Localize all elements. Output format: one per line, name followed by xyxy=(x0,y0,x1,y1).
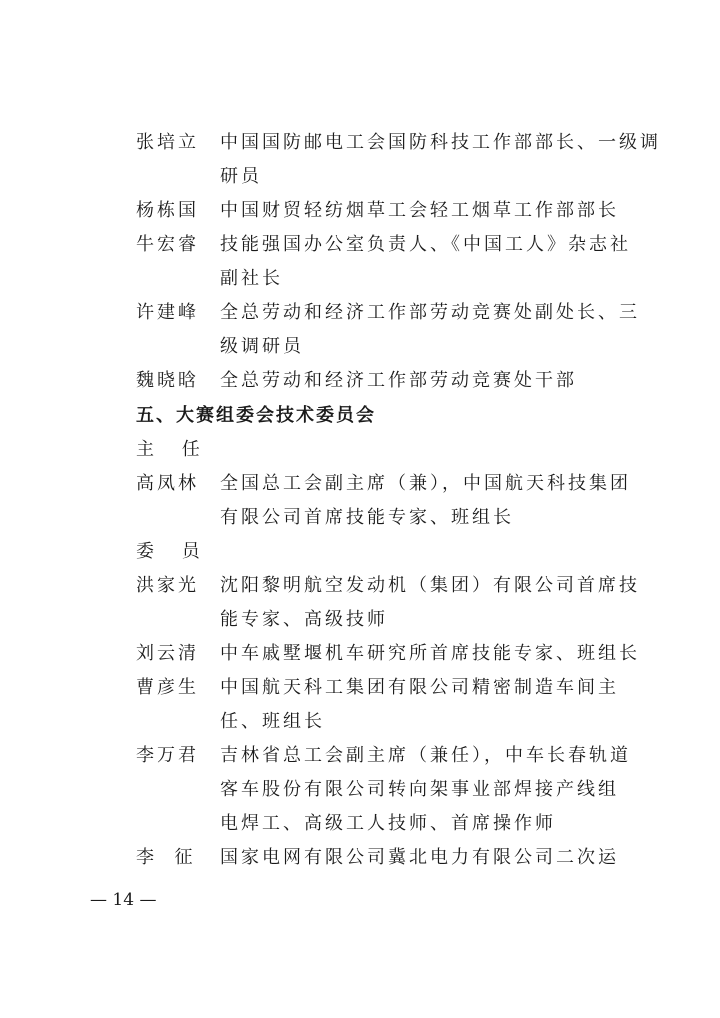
member-name: 张培立 xyxy=(136,132,199,153)
member-title-line: 中国财贸轻纺烟草工会轻工烟草工作部部长 xyxy=(220,200,619,221)
member-title-line: 吉林省总工会副主席（兼任），中车长春轨道 xyxy=(220,745,631,766)
member-title-line: 能专家、高级技师 xyxy=(220,609,388,630)
member-name: 李 征 xyxy=(136,847,196,868)
member-title-line: 客车股份有限公司转向架事业部焊接产线组 xyxy=(220,779,619,800)
member-title-line: 中车戚墅堰机车研究所首席技能专家、班组长 xyxy=(220,643,640,664)
member-title-line: 任、班组长 xyxy=(220,711,325,732)
role-label-members xyxy=(136,537,200,563)
member-title-line: 副社长 xyxy=(220,268,283,289)
member-name: 高凤林 xyxy=(136,473,199,494)
role-label-char: 委 xyxy=(136,541,154,562)
role-label-char: 任 xyxy=(181,439,200,460)
member-title-line: 中国航天科工集团有限公司精密制造车间主 xyxy=(220,677,619,698)
member-title-line: 全总劳动和经济工作部劳动竞赛处副处长、三 xyxy=(220,302,640,323)
section-heading: 五、大赛组委会技术委员会 xyxy=(136,405,376,426)
member-title-line: 研员 xyxy=(220,166,262,187)
page-number: — 14 — xyxy=(90,890,157,910)
role-label-director xyxy=(136,435,200,461)
member-title-line: 沈阳黎明航空发动机（集团）有限公司首席技 xyxy=(220,575,640,596)
member-title-line: 中国国防邮电工会国防科技工作部部长、一级调 xyxy=(220,132,661,153)
member-title-line: 国家电网有限公司冀北电力有限公司二次运 xyxy=(220,847,619,868)
member-title-line: 级调研员 xyxy=(220,336,304,357)
member-name: 刘云清 xyxy=(136,643,199,664)
member-title-line: 电焊工、高级工人技师、首席操作师 xyxy=(220,813,556,834)
member-name: 牛宏睿 xyxy=(136,234,199,255)
member-name: 曹彦生 xyxy=(136,677,199,698)
member-name: 魏晓晗 xyxy=(136,370,199,391)
role-label-char: 员 xyxy=(181,541,200,562)
member-name: 杨栋国 xyxy=(136,200,199,221)
member-name: 许建峰 xyxy=(136,302,199,323)
member-title-line: 技能强国办公室负责人、《中国工人》杂志社 xyxy=(220,234,631,255)
member-title-line: 全国总工会副主席（兼），中国航天科技集团 xyxy=(220,473,631,494)
member-name: 洪家光 xyxy=(136,575,199,596)
member-name: 李万君 xyxy=(136,745,199,766)
role-label-char: 主 xyxy=(136,439,154,460)
member-title-line: 全总劳动和经济工作部劳动竞赛处干部 xyxy=(220,370,577,391)
member-title-line: 有限公司首席技能专家、班组长 xyxy=(220,507,514,528)
